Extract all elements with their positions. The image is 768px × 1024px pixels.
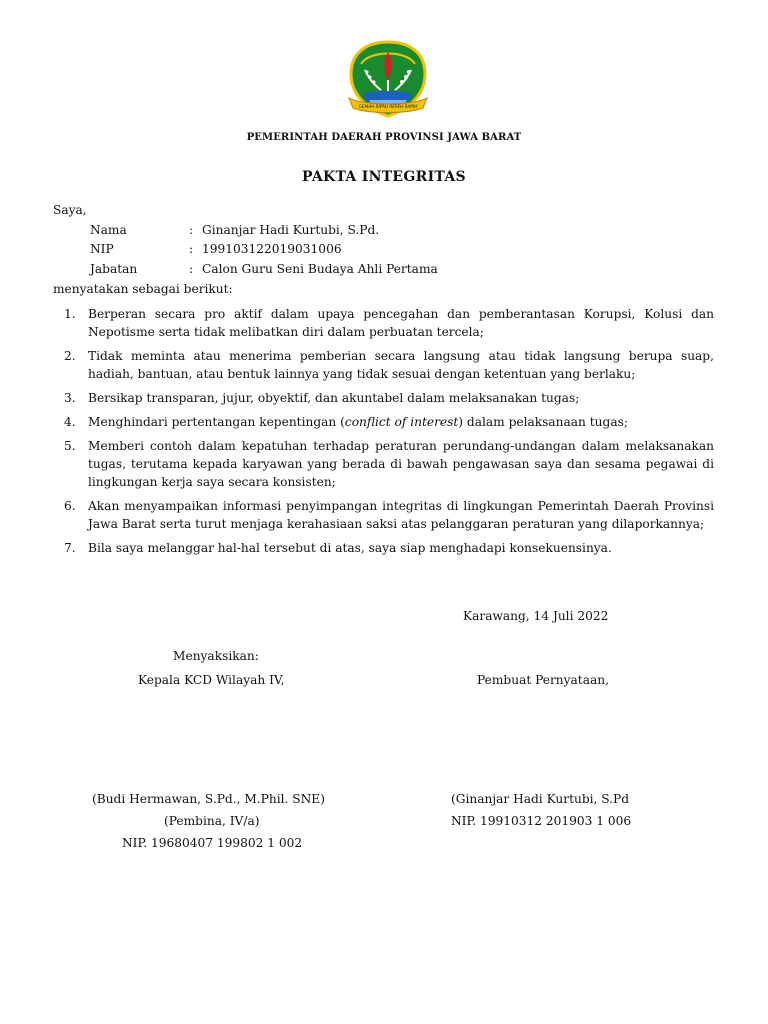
field-separator: :: [189, 223, 194, 237]
list-item: [64, 539, 714, 557]
witness-position: Kepala KCD Wilayah IV,: [138, 673, 285, 687]
item-text: [88, 413, 714, 431]
list-item: [64, 347, 714, 383]
field-label-position: Jabatan: [90, 262, 138, 276]
item-number: 4.: [64, 415, 76, 429]
item-text-start: Menghindari pertentangan kepentingan (: [88, 415, 345, 429]
greeting-text: Saya,: [53, 203, 87, 217]
item-number: 2.: [64, 349, 76, 363]
item-text-italic: conflict of interest: [344, 415, 459, 429]
field-label-nip: NIP: [90, 242, 114, 256]
item-text: Bila saya melanggar hal-hal tersebut di atas, saya siap menghadapi konsekuensinya.: [88, 541, 612, 555]
item-number: 1.: [64, 307, 76, 321]
declarant-nip: NIP. 19910312 201903 1 006: [451, 814, 632, 828]
witness-nip: NIP. 19680407 199802 1 002: [122, 836, 303, 850]
statement-text: menyatakan sebagai berikut:: [53, 282, 233, 296]
government-heading: PEMERINTAH DAERAH PROVINSI JAWA BARAT: [246, 132, 522, 143]
list-item: [64, 413, 714, 431]
item-text: Memberi contoh dalam kepatuhan terhadap peraturan perundang-undangan dalam melaksanakan tugas, terutama kepada karyawan yang berada di bawah pengawasan saya dan sesama pegawai di lingkungan kerja saya secara konsisten;: [88, 439, 714, 489]
list-item: [64, 497, 714, 533]
item-number: 3.: [64, 391, 76, 405]
commitment-list: [64, 305, 714, 563]
item-number: 6.: [64, 499, 76, 513]
list-item: [64, 437, 714, 491]
field-value-nip: 199103122019031006: [202, 242, 342, 256]
witness-label: Menyaksikan:: [173, 649, 259, 663]
list-item: [64, 305, 714, 341]
declarant-name: (Ginanjar Hadi Kurtubi, S.Pd: [451, 792, 630, 806]
provincial-emblem-icon: [343, 40, 433, 120]
declarant-position: Pembuat Pernyataan,: [477, 673, 609, 687]
item-text: Bersikap transparan, jujur, obyektif, dan akuntabel dalam melaksanakan tugas;: [88, 391, 580, 405]
item-text: Akan menyampaikan informasi penyimpangan integritas di lingkungan Pemerintah Daerah Provinsi Jawa Barat serta turut menjaga kerahasiaan saksi atas pelanggaran peraturan yang dilaporkannya;: [88, 499, 714, 531]
field-value-name: Ginanjar Hadi Kurtubi, S.Pd.: [202, 223, 380, 237]
witness-rank: (Pembina, IV/a): [164, 814, 260, 828]
item-text: Berperan secara pro aktif dalam upaya pencegahan dan pemberantasan Korupsi, Kolusi dan Nepotisme serta tidak melibatkan diri dalam perbuatan tercela;: [88, 307, 714, 339]
emblem-motto: GEMAH RIPAH REPEH RAPIH: [358, 104, 418, 109]
item-text-end: ) dalam pelaksanaan tugas;: [458, 415, 628, 429]
item-number: 5.: [64, 439, 76, 453]
field-value-position: Calon Guru Seni Budaya Ahli Pertama: [202, 262, 438, 276]
field-separator: :: [189, 242, 194, 256]
witness-name: (Budi Hermawan, S.Pd., M.Phil. SNE): [92, 792, 325, 806]
document-title: PAKTA INTEGRITAS: [302, 169, 466, 185]
field-label-name: Nama: [90, 223, 127, 237]
item-text: Tidak meminta atau menerima pemberian secara langsung atau tidak langsung berupa suap, hadiah, bantuan, atau bentuk lainnya yang tidak sesuai dengan ketentuan yang berlaku;: [88, 349, 714, 381]
place-date: Karawang, 14 Juli 2022: [463, 609, 609, 623]
item-number: 7.: [64, 541, 76, 555]
list-item: [64, 389, 714, 407]
field-separator: :: [189, 262, 194, 276]
